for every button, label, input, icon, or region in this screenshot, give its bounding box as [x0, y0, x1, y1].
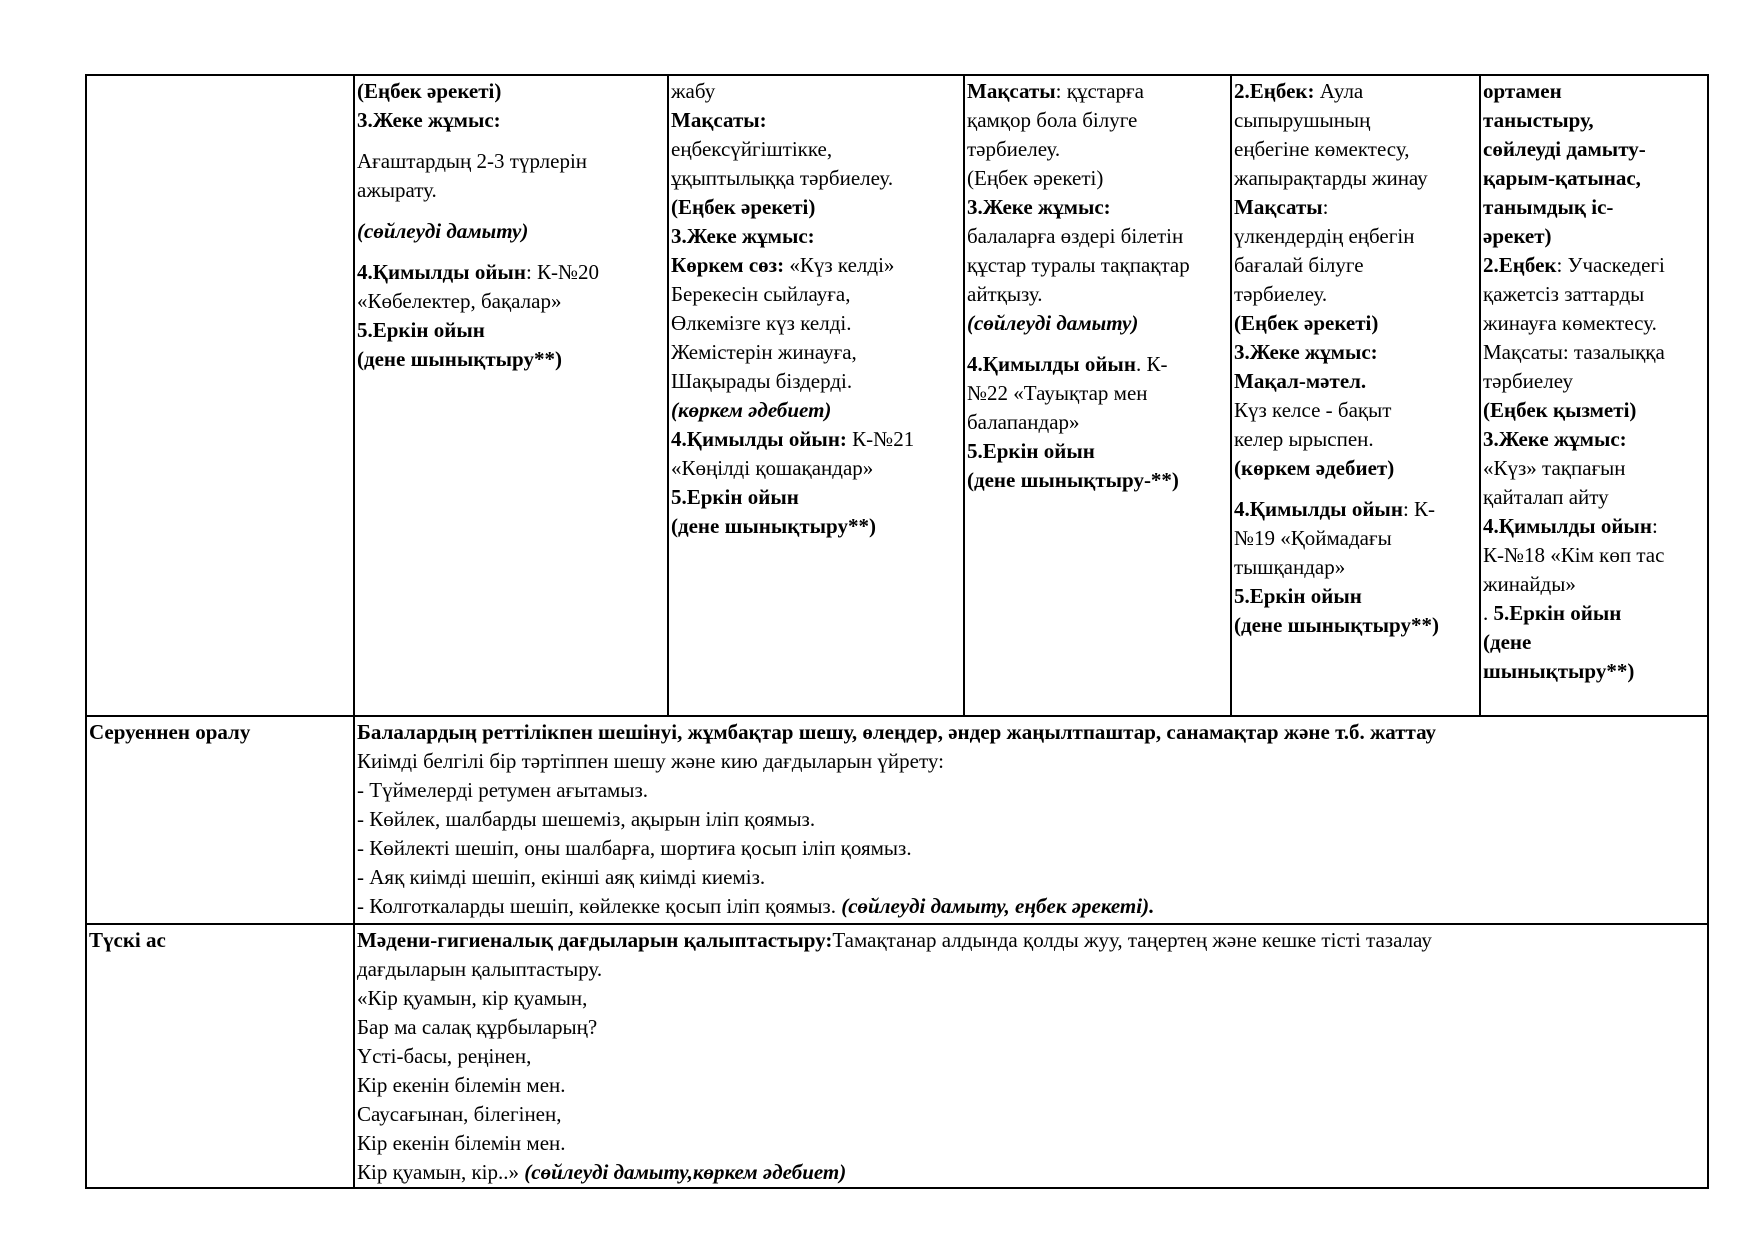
spacer — [357, 246, 665, 258]
text-line: (дене шынықтыру-**) — [967, 468, 1179, 492]
spacer — [1234, 483, 1477, 495]
text-line: Кір қуамын, кір..» — [357, 1160, 525, 1184]
text-line: «Көбелектер, бақалар» — [357, 289, 562, 313]
text-line: : Учаскедегі — [1556, 253, 1665, 277]
text-line — [967, 350, 1228, 379]
text-line: ортамен — [1483, 79, 1562, 103]
text-line: (сөйлеуді дамыту) — [967, 311, 1139, 335]
text-line: Күз келсе - бақыт — [1234, 398, 1392, 422]
text-line: 4.Қимылды ойын — [967, 352, 1136, 376]
text-line: (сөйлеуді дамыту,көркем әдебиет) — [524, 1160, 847, 1184]
text-line: құстар туралы тақпақтар — [967, 253, 1190, 277]
text-line: бағалай білуге — [1234, 253, 1364, 277]
spacer — [967, 338, 1228, 350]
text-line: 3.Жеке жұмыс: — [967, 195, 1111, 219]
text-line: ажырату. — [357, 178, 437, 202]
text-line: дағдыларын қалыптастыру. — [357, 957, 603, 981]
text-line: (Еңбек әрекеті) — [671, 195, 816, 219]
text-line: (сөйлеуді дамыту) — [357, 219, 529, 243]
text-line: Мақсаты: — [671, 108, 767, 132]
text-line: Мақсаты — [967, 79, 1056, 103]
text-line: тышқандар» — [1234, 555, 1346, 579]
text-line: (дене шынықтыру**) — [357, 347, 562, 371]
return-content-cell — [354, 716, 1708, 924]
text-line: 5.Еркін ойын — [671, 485, 799, 509]
text-line: Саусағынан, білегінен, — [357, 1102, 562, 1126]
text-line: жинайды» — [1483, 572, 1576, 596]
text-line: әрекет) — [1483, 224, 1552, 248]
text-line: Кір екенін білемін мен. — [357, 1131, 566, 1155]
text-line: қайталап айту — [1483, 485, 1609, 509]
text-line — [1234, 77, 1477, 106]
table-row-lunch — [86, 924, 1708, 1188]
row-label-cell — [86, 75, 354, 716]
text-line — [1234, 193, 1477, 222]
text-line: (көркем әдебиет) — [671, 398, 832, 422]
text-line: 3.Жеке жұмыс: — [1234, 340, 1378, 364]
text-line: Көркем сөз: — [671, 253, 785, 277]
text-line: 3.Жеке жұмыс: — [1483, 427, 1627, 451]
text-line: - Түймелерді ретумен ағытамыз. — [357, 778, 648, 802]
text-line: 5.Еркін ойын — [357, 318, 485, 342]
text-line: «Күз келді» — [784, 253, 895, 277]
spacer — [357, 135, 665, 147]
text-line: : К-№20 — [525, 260, 600, 284]
text-line: 3.Жеке жұмыс: — [357, 108, 501, 132]
text-line — [357, 926, 1705, 955]
text-line: Балалардың реттілікпен шешінуі, жұмбақтар шешу, өлеңдер, әндер жаңылтпаштар, санамақтар және т.б. жаттау — [357, 720, 1437, 744]
lunch-content-cell — [354, 924, 1708, 1188]
cell-day-1 — [354, 75, 668, 716]
text-line: жинауға көмектесу. — [1483, 311, 1657, 335]
text-line: : — [1651, 514, 1658, 538]
text-line: жабу — [671, 79, 716, 103]
text-line: №19 «Қоймадағы — [1234, 526, 1392, 550]
text-line: 4.Қимылды ойын — [1483, 514, 1652, 538]
text-line: 3.Жеке жұмыс: — [671, 224, 815, 248]
cell-day-2 — [668, 75, 964, 716]
text-line: (Еңбек әрекеті) — [967, 166, 1104, 190]
text-line: - Колготкаларды шешіп, көйлекке қосып іліп қоямыз. — [357, 894, 842, 918]
text-line: (дене — [1483, 630, 1532, 654]
text-line: . К- — [1135, 352, 1168, 376]
text-line: Мақсаты: тазалыққа — [1483, 340, 1665, 364]
text-line: Тамақтанар алдында қолды жуу, таңертең және кешке тісті тазалау — [832, 928, 1432, 952]
text-line: Кір екенін білемін мен. — [357, 1073, 566, 1097]
text-line: «Кір қуамын, кір қуамын, — [357, 986, 588, 1010]
text-line: Бар ма салақ құрбыларың? — [357, 1015, 598, 1039]
text-line: келер ырыспен. — [1234, 427, 1374, 451]
text-line: Шақырады біздерді. — [671, 369, 853, 393]
text-line: Берекесін сыйлауға, — [671, 282, 851, 306]
text-line: тәрбиелеу. — [967, 137, 1061, 161]
text-line: (дене шынықтыру**) — [1234, 613, 1439, 637]
text-line: «Көңілді қошақандар» — [671, 456, 874, 480]
text-line — [357, 258, 665, 287]
text-line: Үсті-басы, реңінен, — [357, 1044, 532, 1068]
text-line — [357, 1158, 1705, 1187]
text-line: «Күз» тақпағын — [1483, 456, 1626, 480]
text-line — [671, 251, 961, 280]
text-line: 5.Еркін ойын — [1493, 601, 1622, 625]
text-line: : құстарға — [1055, 79, 1144, 103]
text-line: еңбегіне көмектесу, — [1234, 137, 1410, 161]
text-line: 2.Еңбек — [1483, 253, 1557, 277]
text-line: 5.Еркін ойын — [967, 439, 1095, 463]
text-line: Өлкемізге күз келді. — [671, 311, 852, 335]
text-line: 4.Қимылды ойын — [1234, 497, 1403, 521]
text-line: Мақал-мәтел. — [1234, 369, 1367, 393]
text-line: (Еңбек әрекеті) — [357, 79, 502, 103]
text-line: тәрбиелеу — [1483, 369, 1574, 393]
plan-table — [85, 74, 1709, 1189]
text-line: К-№18 «Кім көп тас — [1483, 543, 1665, 567]
text-line: танымдық іс- — [1483, 195, 1614, 219]
text-line: (дене шынықтыру**) — [671, 514, 876, 538]
text-line: 4.Қимылды ойын — [357, 260, 526, 284]
text-line: еңбексүйгіштікке, — [671, 137, 833, 161]
text-line: қарым-қатынас, — [1483, 166, 1641, 190]
text-line: : К- — [1402, 497, 1436, 521]
text-line: (көркем әдебиет) — [1234, 456, 1395, 480]
text-line: шынықтыру**) — [1483, 659, 1635, 683]
text-line: Мақсаты — [1234, 195, 1323, 219]
text-line — [967, 77, 1228, 106]
row-label-lunch: Түскі ас — [86, 924, 354, 1188]
text-line: (Еңбек әрекеті) — [1234, 311, 1379, 335]
text-line: . — [1483, 601, 1494, 625]
cell-day-3 — [964, 75, 1231, 716]
text-line: балаларға өздері білетін — [967, 224, 1184, 248]
text-line: үлкендердің еңбегін — [1234, 224, 1415, 248]
text-line: тәрбиелеу. — [1234, 282, 1328, 306]
table-row-return — [86, 716, 1708, 924]
cell-day-4 — [1231, 75, 1480, 716]
text-line: 5.Еркін ойын — [1234, 584, 1362, 608]
text-line: (Еңбек қызметі) — [1483, 398, 1637, 422]
text-line: - Көйлек, шалбарды шешеміз, ақырын іліп қоямыз. — [357, 807, 816, 831]
text-line: қажетсіз заттарды — [1483, 282, 1645, 306]
text-line: 4.Қимылды ойын: — [671, 427, 847, 451]
text-line: 2.Еңбек: — [1234, 79, 1315, 103]
text-line: Мәдени-гигиеналық дағдыларын қалыптастыру: — [357, 928, 833, 952]
text-line — [357, 892, 1705, 921]
text-line: №22 «Тауықтар мен — [967, 381, 1148, 405]
spacer — [357, 205, 665, 217]
text-line: К-№21 — [846, 427, 915, 451]
text-line: Киімді белгілі бір тәртіппен шешу және кию дағдыларын үйрету: — [357, 749, 944, 773]
text-line: жапырақтарды жинау — [1234, 166, 1428, 190]
text-line: таныстыру, — [1483, 108, 1594, 132]
text-line: қамқор бола білуге — [967, 108, 1138, 132]
row-label-return: Серуеннен оралу — [86, 716, 354, 924]
text-line: сыпырушының — [1234, 108, 1371, 132]
text-line: (сөйлеуді дамыту, еңбек әрекеті). — [841, 894, 1155, 918]
text-line: - Көйлекті шешіп, оны шалбарға, шортиға қосып іліп қоямыз. — [357, 836, 912, 860]
text-line — [1483, 599, 1705, 628]
table-row-walk — [86, 75, 1708, 716]
text-line: сөйлеуді дамыту- — [1483, 137, 1646, 161]
text-line — [1234, 495, 1477, 524]
text-line — [1483, 251, 1705, 280]
text-line: Ағаштардың 2-3 түрлерін — [357, 149, 588, 173]
text-line: Аула — [1314, 79, 1364, 103]
text-line: - Аяқ киімді шешіп, екінші аяқ киімді киеміз. — [357, 865, 766, 889]
text-line: Жемістерін жинауға, — [671, 340, 857, 364]
text-line — [1483, 512, 1705, 541]
text-line: : — [1322, 195, 1329, 219]
cell-day-5 — [1480, 75, 1708, 716]
text-line: ұқыптылыққа тәрбиелеу. — [671, 166, 894, 190]
text-line — [671, 425, 961, 454]
text-line: айтқызу. — [967, 282, 1043, 306]
text-line: балапандар» — [967, 410, 1080, 434]
